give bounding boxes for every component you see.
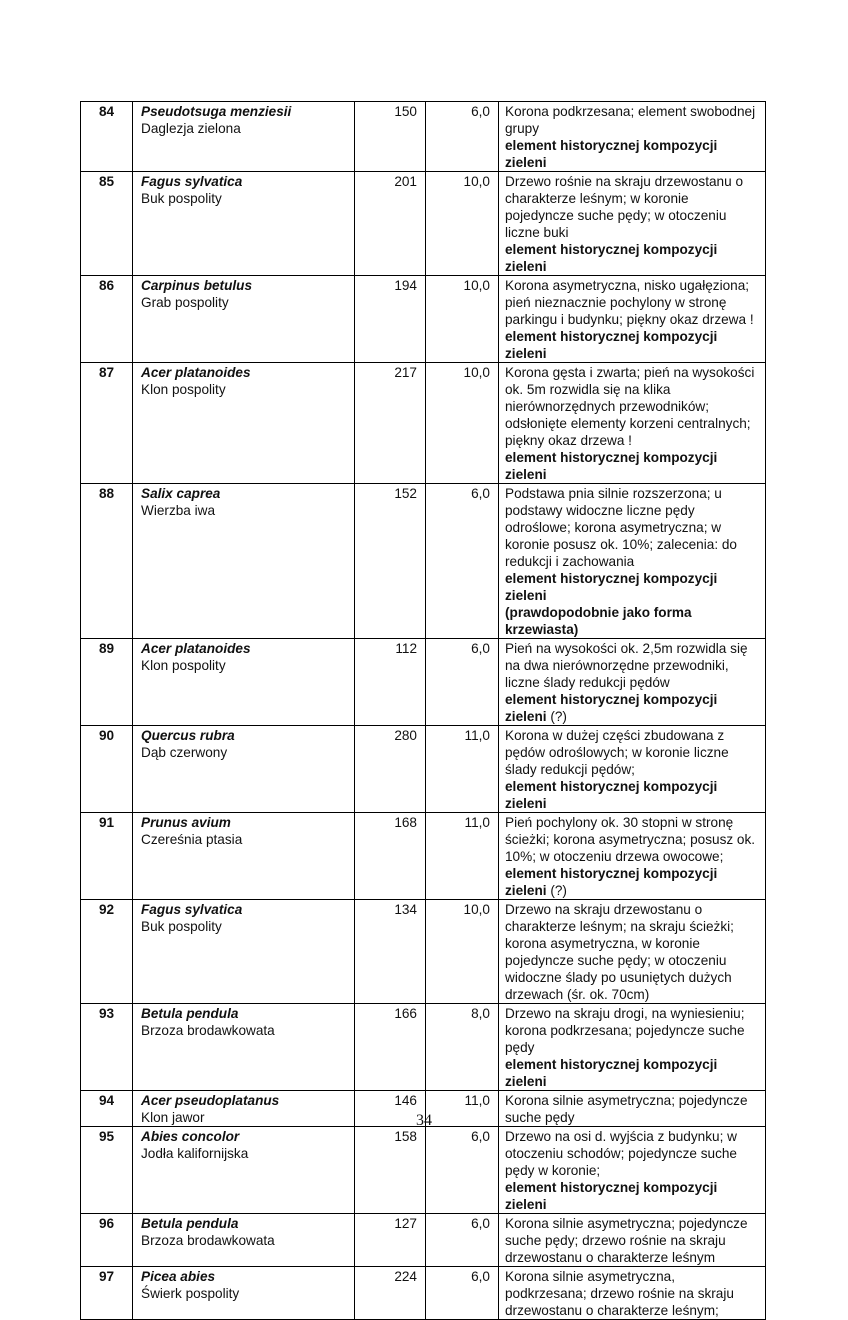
trunk-circumference: 166 bbox=[355, 1004, 426, 1091]
tree-number: 93 bbox=[81, 1004, 133, 1091]
polish-name: Dąb czerwony bbox=[141, 745, 228, 760]
note-text: element historycznej kompozycji zieleni bbox=[505, 1057, 718, 1089]
tree-number: 90 bbox=[81, 726, 133, 813]
historic-element-note bbox=[505, 604, 760, 638]
latin-name: Fagus sylvatica bbox=[141, 902, 243, 917]
note-text: element historycznej kompozycji zieleni bbox=[505, 450, 718, 482]
species-cell bbox=[133, 484, 355, 639]
note-text: element historycznej kompozycji zieleni bbox=[505, 779, 718, 811]
note-text: element historycznej kompozycji zieleni bbox=[505, 571, 718, 603]
note-text: element historycznej kompozycji zieleni bbox=[505, 329, 718, 361]
table-row bbox=[81, 726, 766, 813]
remarks-text: Drzewo na skraju drzewostanu o charakterze leśnym; na skraju ścieżki; korona asymetryczna, w koronie pojedyncze suche pędy; w otoczeniu widoczne ślady po usuniętych dużych drzewach (śr. ok. 70cm) bbox=[505, 902, 734, 1002]
polish-name: Klon pospolity bbox=[141, 658, 226, 673]
tree-height: 10,0 bbox=[426, 900, 499, 1004]
species-cell bbox=[133, 276, 355, 363]
tree-height: 11,0 bbox=[426, 726, 499, 813]
historic-element-note bbox=[505, 778, 760, 812]
polish-name: Daglezja zielona bbox=[141, 121, 241, 136]
tree-height: 11,0 bbox=[426, 813, 499, 900]
tree-height: 6,0 bbox=[426, 1214, 499, 1267]
tree-height: 6,0 bbox=[426, 484, 499, 639]
latin-name: Carpinus betulus bbox=[141, 278, 253, 293]
trunk-circumference: 217 bbox=[355, 363, 426, 484]
latin-name: Betula pendula bbox=[141, 1006, 239, 1021]
species-cell bbox=[133, 900, 355, 1004]
species-cell bbox=[133, 813, 355, 900]
trunk-circumference: 112 bbox=[355, 639, 426, 726]
polish-name: Buk pospolity bbox=[141, 191, 222, 206]
polish-name: Buk pospolity bbox=[141, 919, 222, 934]
polish-name: Czereśnia ptasia bbox=[141, 832, 243, 847]
historic-element-note bbox=[505, 1179, 760, 1213]
page-number: 34 bbox=[416, 1112, 432, 1129]
latin-name: Betula pendula bbox=[141, 1216, 239, 1231]
polish-name: Klon pospolity bbox=[141, 382, 226, 397]
species-cell bbox=[133, 639, 355, 726]
tree-number: 87 bbox=[81, 363, 133, 484]
remarks-text: Korona silnie asymetryczna, podkrzesana; drzewo rośnie na skraju drzewostanu o charakterze leśnym; bbox=[505, 1269, 734, 1318]
tree-number: 91 bbox=[81, 813, 133, 900]
remarks-text: Pień na wysokości ok. 2,5m rozwidla się na dwa nierównorzędne przewodniki, liczne ślady redukcji pędów bbox=[505, 641, 748, 690]
latin-name: Acer pseudoplatanus bbox=[141, 1093, 280, 1108]
latin-name: Prunus avium bbox=[141, 815, 231, 830]
trunk-circumference: 280 bbox=[355, 726, 426, 813]
trunk-circumference: 194 bbox=[355, 276, 426, 363]
table-row bbox=[81, 1127, 766, 1214]
remarks-cell bbox=[499, 363, 766, 484]
remarks-text: Podstawa pnia silnie rozszerzona; u podstawy widoczne liczne pędy odroślowe; korona asymetryczna; w koronie posusz ok. 10%; zalecenia: do redukcji i zachowania bbox=[505, 486, 737, 569]
tree-height: 8,0 bbox=[426, 1004, 499, 1091]
polish-name: Brzoza brodawkowata bbox=[141, 1023, 275, 1038]
latin-name: Abies concolor bbox=[141, 1129, 240, 1144]
note-text: element historycznej kompozycji zieleni bbox=[505, 866, 718, 898]
tree-height: 10,0 bbox=[426, 172, 499, 276]
note-text: element historycznej kompozycji zieleni bbox=[505, 1180, 718, 1212]
trunk-circumference: 201 bbox=[355, 172, 426, 276]
historic-element-note bbox=[505, 241, 760, 275]
table-row bbox=[81, 172, 766, 276]
polish-name: Brzoza brodawkowata bbox=[141, 1233, 275, 1248]
table-row bbox=[81, 639, 766, 726]
species-cell bbox=[133, 1127, 355, 1214]
table-row bbox=[81, 1004, 766, 1091]
trunk-circumference: 134 bbox=[355, 900, 426, 1004]
latin-name: Quercus rubra bbox=[141, 728, 235, 743]
trunk-circumference: 127 bbox=[355, 1214, 426, 1267]
note-text: (prawdopodobnie jako forma krzewiasta) bbox=[505, 605, 692, 637]
note-text: element historycznej kompozycji zieleni bbox=[505, 242, 718, 274]
remarks-text: Korona podkrzesana; element swobodnej grupy bbox=[505, 104, 756, 136]
species-cell bbox=[133, 726, 355, 813]
tree-height: 6,0 bbox=[426, 1267, 499, 1320]
trunk-circumference: 152 bbox=[355, 484, 426, 639]
uncertainty-mark: (?) bbox=[546, 883, 567, 898]
tree-number: 88 bbox=[81, 484, 133, 639]
polish-name: Klon jawor bbox=[141, 1110, 205, 1125]
historic-element-note bbox=[505, 865, 760, 899]
tree-number: 97 bbox=[81, 1267, 133, 1320]
tree-number: 85 bbox=[81, 172, 133, 276]
uncertainty-mark: (?) bbox=[546, 709, 567, 724]
latin-name: Pseudotsuga menziesii bbox=[141, 104, 292, 119]
remarks-cell bbox=[499, 726, 766, 813]
tree-height: 10,0 bbox=[426, 363, 499, 484]
table-row bbox=[81, 900, 766, 1004]
table-row bbox=[81, 1214, 766, 1267]
latin-name: Acer platanoides bbox=[141, 365, 251, 380]
remarks-cell bbox=[499, 900, 766, 1004]
remarks-text: Pień pochylony ok. 30 stopni w stronę ścieżki; korona asymetryczna; posusz ok. 10%; w otoczeniu drzewa owocowe; bbox=[505, 815, 756, 864]
table-row bbox=[81, 484, 766, 639]
remarks-cell bbox=[499, 172, 766, 276]
tree-number: 84 bbox=[81, 102, 133, 172]
table-row bbox=[81, 813, 766, 900]
tree-number: 96 bbox=[81, 1214, 133, 1267]
trunk-circumference: 146 bbox=[355, 1091, 426, 1127]
remarks-cell bbox=[499, 1267, 766, 1320]
tree-number: 89 bbox=[81, 639, 133, 726]
species-cell bbox=[133, 102, 355, 172]
historic-element-note bbox=[505, 328, 760, 362]
remarks-cell bbox=[499, 276, 766, 363]
species-cell bbox=[133, 1214, 355, 1267]
remarks-cell bbox=[499, 484, 766, 639]
tree-number: 95 bbox=[81, 1127, 133, 1214]
tree-height: 6,0 bbox=[426, 639, 499, 726]
remarks-text: Drzewo rośnie na skraju drzewostanu o charakterze leśnym; w koronie pojedyncze suche pędy; w otoczeniu liczne buki bbox=[505, 174, 744, 240]
historic-element-note bbox=[505, 691, 760, 725]
table-row bbox=[81, 102, 766, 172]
tree-height: 6,0 bbox=[426, 102, 499, 172]
remarks-cell bbox=[499, 1214, 766, 1267]
remarks-text: Korona silnie asymetryczna; pojedyncze suche pędy bbox=[505, 1093, 748, 1125]
trunk-circumference: 150 bbox=[355, 102, 426, 172]
note-text: element historycznej kompozycji zieleni bbox=[505, 692, 718, 724]
table-row bbox=[81, 363, 766, 484]
historic-element-note bbox=[505, 449, 760, 483]
remarks-cell bbox=[499, 639, 766, 726]
trunk-circumference: 168 bbox=[355, 813, 426, 900]
remarks-text: Korona silnie asymetryczna; pojedyncze suche pędy; drzewo rośnie na skraju drzewostanu o charakterze leśnym bbox=[505, 1216, 748, 1265]
tree-number: 86 bbox=[81, 276, 133, 363]
table-row bbox=[81, 276, 766, 363]
trunk-circumference: 224 bbox=[355, 1267, 426, 1320]
tree-inventory-table bbox=[80, 101, 766, 1320]
remarks-cell bbox=[499, 102, 766, 172]
tree-height: 6,0 bbox=[426, 1127, 499, 1214]
polish-name: Grab pospolity bbox=[141, 295, 229, 310]
remarks-cell bbox=[499, 1127, 766, 1214]
remarks-text: Drzewo na skraju drogi, na wyniesieniu; korona podkrzesana; pojedyncze suche pędy bbox=[505, 1006, 745, 1055]
remarks-text: Korona w dużej części zbudowana z pędów odroślowych; w koronie liczne ślady redukcji pędów; bbox=[505, 728, 729, 777]
polish-name: Wierzba iwa bbox=[141, 503, 216, 518]
remarks-text: Korona gęsta i zwarta; pień na wysokości ok. 5m rozwidla się na klika nierównorzędnych przewodników; odsłonięte elementy korzeni centralnych; piękny okaz drzewa ! bbox=[505, 365, 755, 448]
polish-name: Świerk pospolity bbox=[141, 1286, 240, 1301]
tree-number: 92 bbox=[81, 900, 133, 1004]
species-cell bbox=[133, 172, 355, 276]
table-row bbox=[81, 1267, 766, 1320]
table-body bbox=[81, 102, 766, 1320]
remarks-text: Korona asymetryczna, nisko ugałęziona; pień nieznacznie pochylony w stronę parkingu i budynku; piękny okaz drzewa ! bbox=[505, 278, 754, 327]
latin-name: Fagus sylvatica bbox=[141, 174, 243, 189]
species-cell bbox=[133, 1267, 355, 1320]
remarks-text: Drzewo na osi d. wyjścia z budynku; w otoczeniu schodów; pojedyncze suche pędy w koronie; bbox=[505, 1129, 737, 1178]
historic-element-note bbox=[505, 137, 760, 171]
polish-name: Jodła kalifornijska bbox=[141, 1146, 249, 1161]
historic-element-note bbox=[505, 570, 760, 604]
latin-name: Salix caprea bbox=[141, 486, 221, 501]
historic-element-note bbox=[505, 1056, 760, 1090]
species-cell bbox=[133, 1004, 355, 1091]
tree-number: 94 bbox=[81, 1091, 133, 1127]
remarks-cell bbox=[499, 813, 766, 900]
remarks-cell bbox=[499, 1004, 766, 1091]
species-cell bbox=[133, 363, 355, 484]
latin-name: Acer platanoides bbox=[141, 641, 251, 656]
tree-height: 10,0 bbox=[426, 276, 499, 363]
latin-name: Picea abies bbox=[141, 1269, 216, 1284]
tree-height: 11,0 bbox=[426, 1091, 499, 1127]
note-text: element historycznej kompozycji zieleni bbox=[505, 138, 718, 170]
trunk-circumference: 158 bbox=[355, 1127, 426, 1214]
